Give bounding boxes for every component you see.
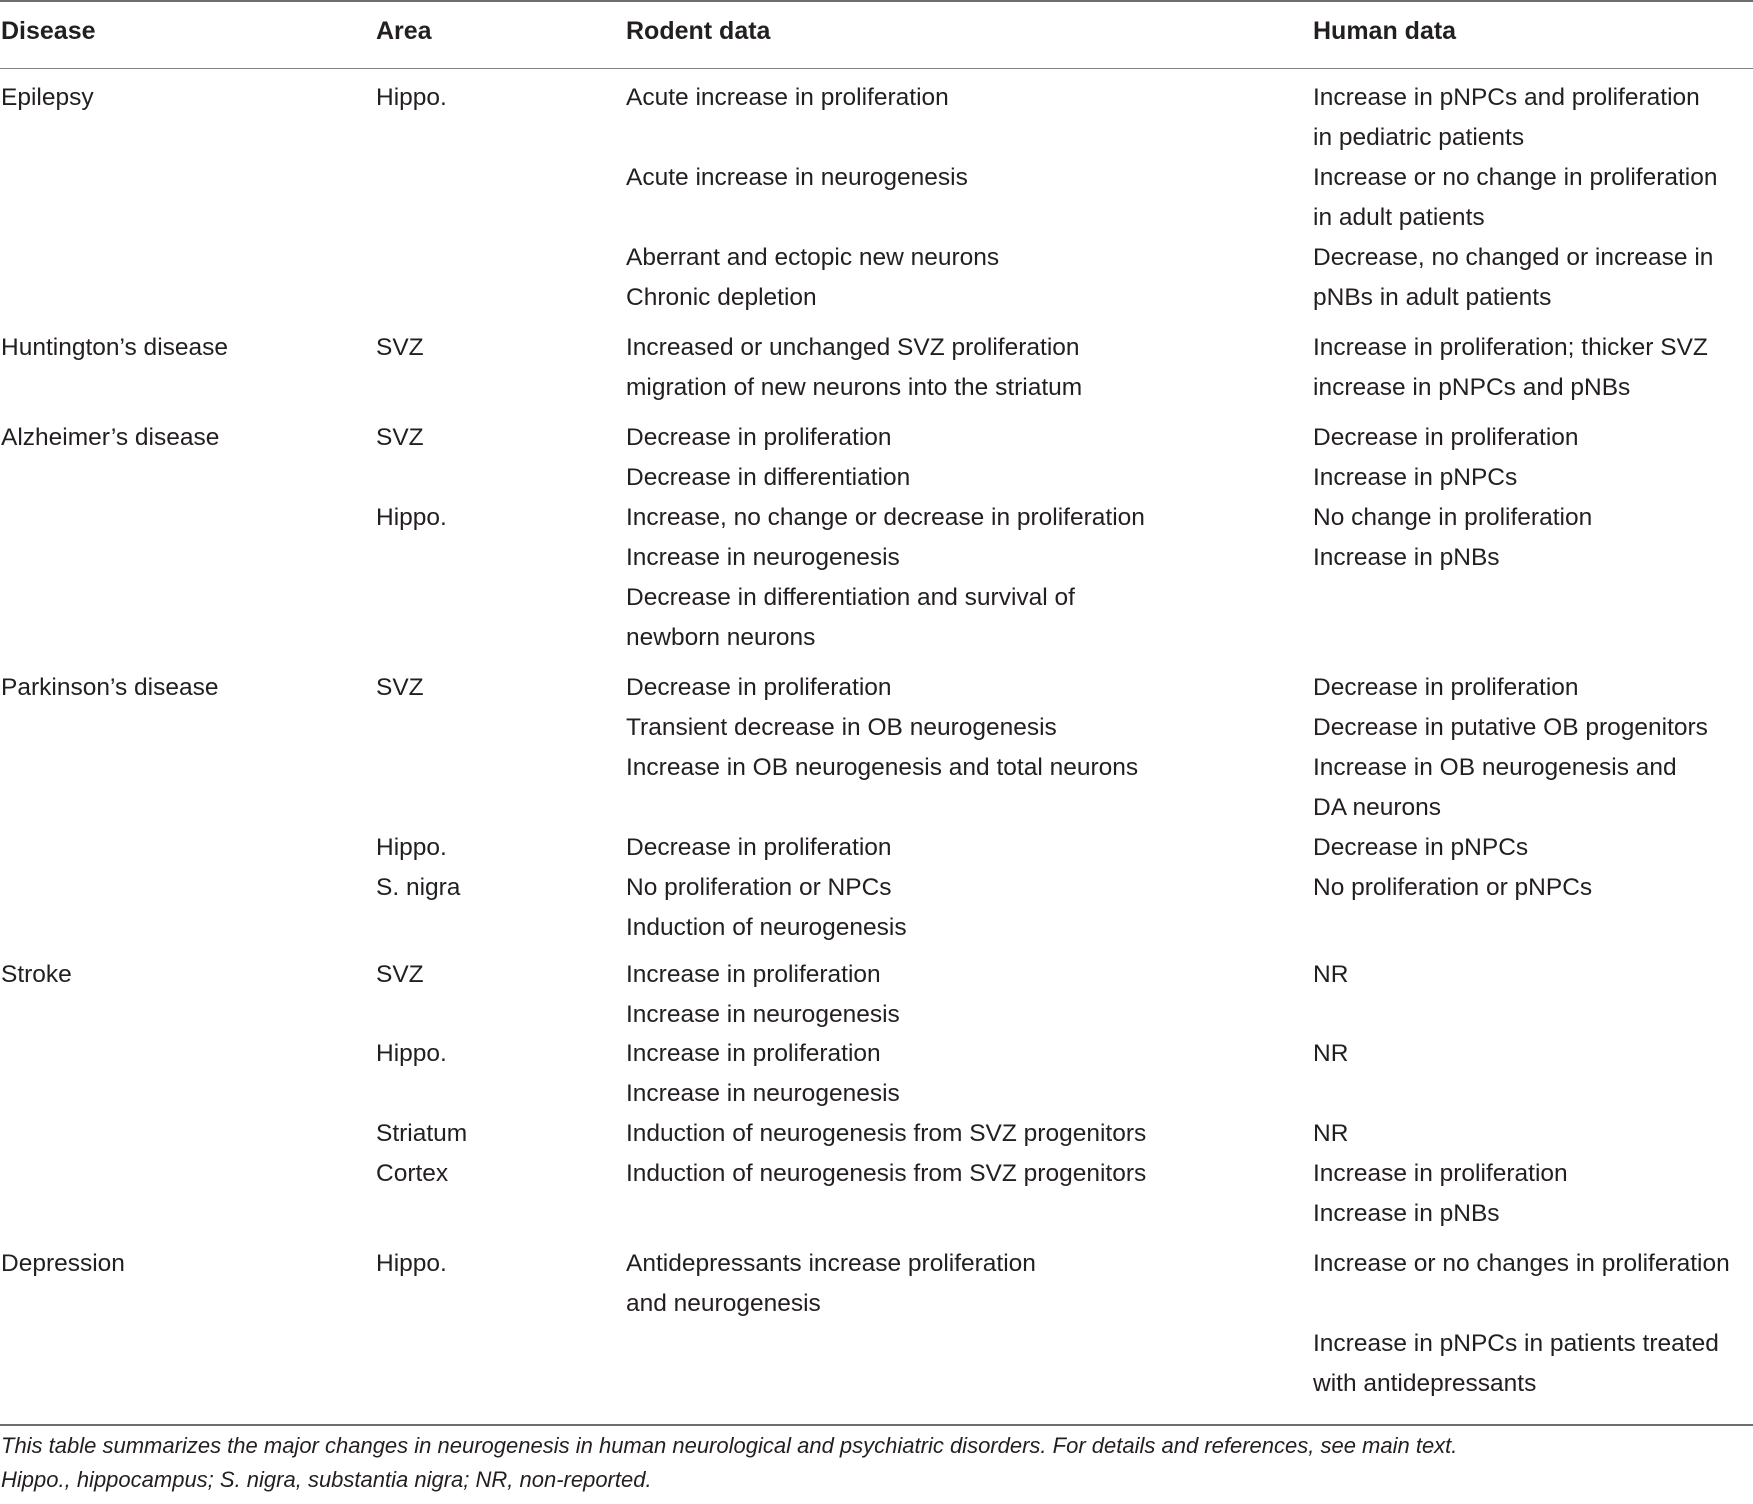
table-cell-area: Hippo. xyxy=(376,504,447,531)
table-cell-area: SVZ xyxy=(376,334,424,361)
table-cell-human: NR xyxy=(1313,1120,1349,1147)
table-cell-rodent: Increase in proliferation xyxy=(626,961,881,988)
table-cell-human: pNBs in adult patients xyxy=(1313,284,1552,311)
table-cell-area: Hippo. xyxy=(376,1040,447,1067)
table-cell-disease: Parkinson’s disease xyxy=(1,674,219,701)
table-cell-rodent: Antidepressants increase proliferation xyxy=(626,1250,1036,1277)
table-footnote-summary: This table summarizes the major changes in neurogenesis in human neurological and psychiatric disorders. For details and references, see main text. xyxy=(1,1433,1458,1458)
table-cell-rodent: Decrease in differentiation and survival of xyxy=(626,584,1075,611)
header-human-data: Human data xyxy=(1313,17,1457,45)
table-cell-rodent: Decrease in proliferation xyxy=(626,424,892,451)
header-area: Area xyxy=(376,17,432,45)
table-cell-human: Decrease in pNPCs xyxy=(1313,834,1529,861)
table-cell-area: SVZ xyxy=(376,674,424,701)
table-cell-rodent: Induction of neurogenesis from SVZ progenitors xyxy=(626,1120,1147,1147)
table-cell-rodent: Decrease in differentiation xyxy=(626,464,911,491)
table-cell-disease: Depression xyxy=(1,1250,125,1277)
table-cell-disease: Alzheimer’s disease xyxy=(1,424,220,451)
table-cell-human: Increase in pNBs xyxy=(1313,1200,1500,1227)
table-cell-human: No proliferation or pNPCs xyxy=(1313,874,1593,901)
table-cell-rodent: Increase in neurogenesis xyxy=(626,1080,900,1107)
table-cell-rodent: Decrease in proliferation xyxy=(626,834,892,861)
table-cell-rodent: newborn neurons xyxy=(626,624,816,651)
table-cell-rodent: Transient decrease in OB neurogenesis xyxy=(626,714,1057,741)
table-cell-area: Striatum xyxy=(376,1120,468,1147)
table-cell-human: in pediatric patients xyxy=(1313,124,1525,151)
header-rule xyxy=(0,68,1753,69)
table-cell-rodent: Induction of neurogenesis from SVZ progenitors xyxy=(626,1160,1147,1187)
table-cell-area: Hippo. xyxy=(376,1250,447,1277)
table-cell-disease: Stroke xyxy=(1,961,72,988)
table-cell-area: Hippo. xyxy=(376,84,447,111)
table-cell-human: Increase in OB neurogenesis and xyxy=(1313,754,1677,781)
table-bottom-rule xyxy=(0,1424,1753,1426)
table-cell-human: increase in pNPCs and pNBs xyxy=(1313,374,1631,401)
header-rodent-data: Rodent data xyxy=(626,17,771,45)
table-cell-human: in adult patients xyxy=(1313,204,1485,231)
table-cell-rodent: Induction of neurogenesis xyxy=(626,914,907,941)
table-cell-human: Decrease in proliferation xyxy=(1313,674,1579,701)
table-cell-rodent: migration of new neurons into the striatum xyxy=(626,374,1083,401)
table-cell-human: Decrease in proliferation xyxy=(1313,424,1579,451)
table-cell-human: NR xyxy=(1313,961,1349,988)
table-cell-human: Decrease, no changed or increase in xyxy=(1313,244,1714,271)
table-cell-human: Increase in pNPCs in patients treated xyxy=(1313,1330,1719,1357)
table-cell-rodent: Increase, no change or decrease in proliferation xyxy=(626,504,1145,531)
table-cell-human: NR xyxy=(1313,1040,1349,1067)
table-cell-rodent: Increase in OB neurogenesis and total neurons xyxy=(626,754,1139,781)
table-cell-human: Increase in pNBs xyxy=(1313,544,1500,571)
table-cell-human: DA neurons xyxy=(1313,794,1442,821)
table-cell-human: with antidepressants xyxy=(1313,1370,1537,1397)
table-footnote-abbreviations: Hippo., hippocampus; S. nigra, substantia nigra; NR, non-reported. xyxy=(1,1467,652,1492)
table-cell-rodent: No proliferation or NPCs xyxy=(626,874,892,901)
table-cell-disease: Epilepsy xyxy=(1,84,94,111)
table-cell-rodent: Increase in neurogenesis xyxy=(626,544,900,571)
table-cell-area: S. nigra xyxy=(376,874,461,901)
table-cell-human: Increase in proliferation; thicker SVZ xyxy=(1313,334,1708,361)
table-cell-human: No change in proliferation xyxy=(1313,504,1593,531)
table-cell-human: Increase in pNPCs xyxy=(1313,464,1518,491)
table-cell-human: Increase in pNPCs and proliferation xyxy=(1313,84,1700,111)
table-cell-area: SVZ xyxy=(376,961,424,988)
table-cell-rodent: Acute increase in neurogenesis xyxy=(626,164,968,191)
table-cell-rodent: Aberrant and ectopic new neurons xyxy=(626,244,1000,271)
header-disease: Disease xyxy=(1,17,96,45)
table-cell-area: Cortex xyxy=(376,1160,449,1187)
table-cell-area: SVZ xyxy=(376,424,424,451)
table-cell-rodent: Chronic depletion xyxy=(626,284,817,311)
table-cell-human: Increase in proliferation xyxy=(1313,1160,1568,1187)
table-cell-human: Increase or no changes in proliferation xyxy=(1313,1250,1730,1277)
table-cell-rodent: and neurogenesis xyxy=(626,1290,821,1317)
table-cell-rodent: Decrease in proliferation xyxy=(626,674,892,701)
table-cell-rodent: Increased or unchanged SVZ proliferation xyxy=(626,334,1080,361)
table-cell-rodent: Increase in proliferation xyxy=(626,1040,881,1067)
table-cell-rodent: Acute increase in proliferation xyxy=(626,84,949,111)
table-cell-area: Hippo. xyxy=(376,834,447,861)
table-top-rule xyxy=(0,0,1753,2)
table-cell-rodent: Increase in neurogenesis xyxy=(626,1001,900,1028)
table-cell-disease: Huntington’s disease xyxy=(1,334,229,361)
table-cell-human: Increase or no change in proliferation xyxy=(1313,164,1718,191)
table-cell-human: Decrease in putative OB progenitors xyxy=(1313,714,1708,741)
